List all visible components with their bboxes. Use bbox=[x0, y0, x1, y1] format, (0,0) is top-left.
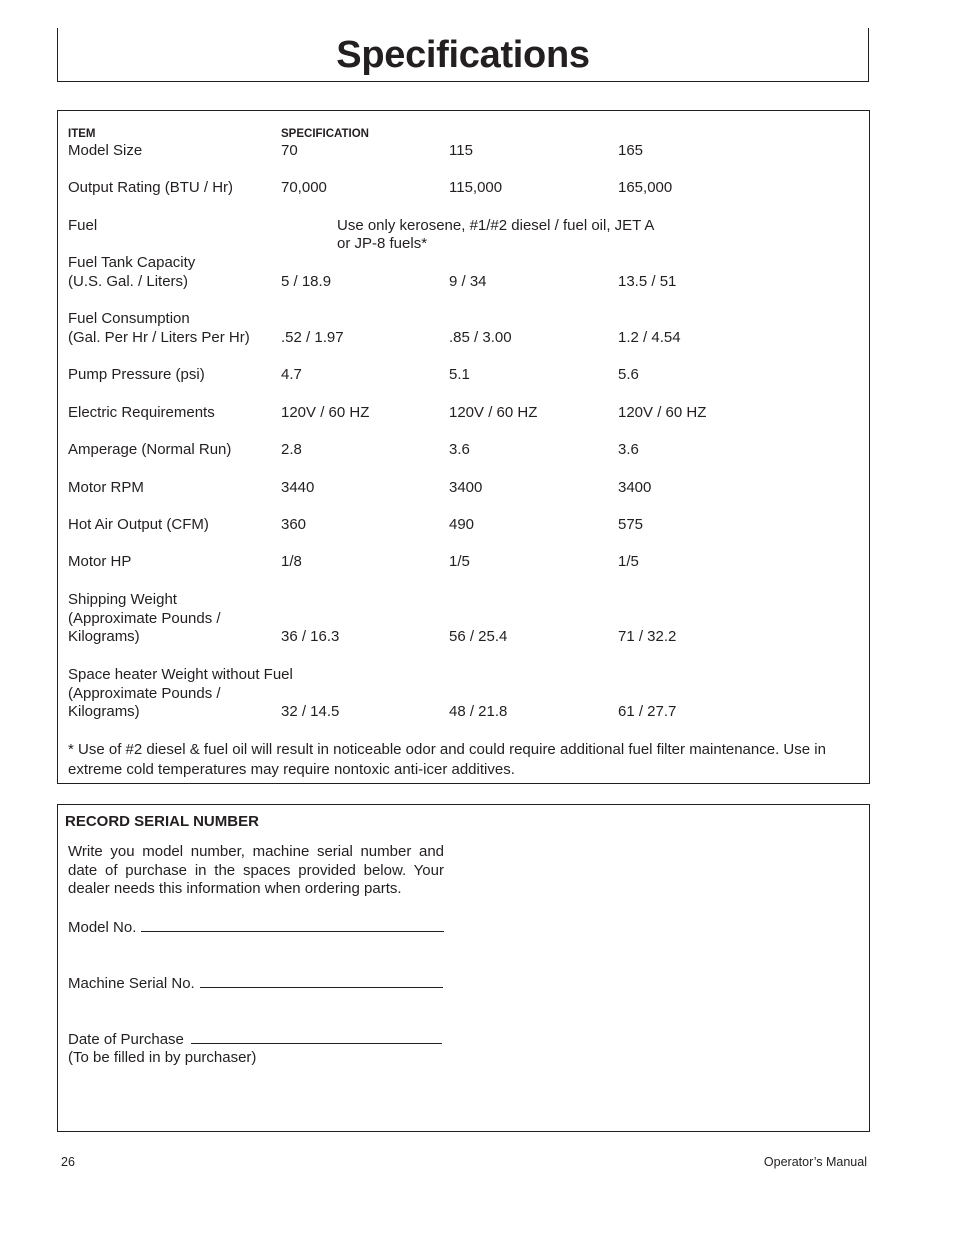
model-number-label: Model No. bbox=[68, 919, 137, 936]
cell-heater-weight-115: 48 / 21.8 bbox=[449, 703, 508, 720]
cell-fuel-tank-165: 13.5 / 51 bbox=[618, 273, 677, 290]
cell-amperage-165: 3.6 bbox=[618, 441, 639, 458]
cell-fuel-consumption-70: .52 / 1.97 bbox=[281, 329, 344, 346]
row-label-fuel-tank-line-1: Fuel Tank Capacity bbox=[68, 254, 196, 271]
date-of-purchase-blank[interactable] bbox=[191, 1029, 442, 1044]
cell-electric-70: 120V / 60 HZ bbox=[281, 404, 370, 421]
date-of-purchase-label: Date of Purchase bbox=[68, 1031, 184, 1048]
cell-hot-air-165: 575 bbox=[618, 516, 644, 533]
cell-fuel-tank-115: 9 / 34 bbox=[449, 273, 487, 290]
header-item: ITEM bbox=[68, 128, 96, 140]
specifications-table bbox=[57, 110, 870, 784]
row-label-heater-weight-line-3: Kilograms) bbox=[68, 703, 140, 720]
cell-model-size-165: 165 bbox=[618, 142, 644, 159]
row-label-model-size: Model Size bbox=[68, 142, 143, 159]
cell-output-rating-70: 70,000 bbox=[281, 179, 327, 196]
spec-footnote: * Use of #2 diesel & fuel oil will result in noticeable odor and could require additional fuel filter maintenance. Use in extreme cold temperatures may require nontoxic anti-icer additives. bbox=[68, 741, 826, 778]
cell-motor-hp-165: 1/5 bbox=[618, 553, 639, 570]
cell-hot-air-115: 490 bbox=[449, 516, 475, 533]
serial-intro-text: Write you model number, machine serial number and date of purchase in the spaces provided below. Your dealer needs this information when ordering parts. bbox=[68, 843, 444, 898]
row-label-hot-air-output: Hot Air Output (CFM) bbox=[68, 516, 209, 533]
row-label-fuel: Fuel bbox=[68, 217, 98, 234]
cell-electric-115: 120V / 60 HZ bbox=[449, 404, 538, 421]
cell-pump-pressure-115: 5.1 bbox=[449, 366, 470, 383]
title-box bbox=[57, 28, 869, 82]
row-label-motor-rpm: Motor RPM bbox=[68, 479, 144, 496]
manual-title: Operator’s Manual bbox=[763, 1155, 867, 1169]
page-number: 26 bbox=[61, 1155, 75, 1169]
row-label-shipping-weight-line-3: Kilograms) bbox=[68, 628, 140, 645]
row-label-fuel-tank-line-2: (U.S. Gal. / Liters) bbox=[68, 273, 189, 290]
date-of-purchase-field[interactable] bbox=[68, 1029, 442, 1048]
cell-motor-hp-115: 1/5 bbox=[449, 553, 470, 570]
cell-amperage-115: 3.6 bbox=[449, 441, 470, 458]
cell-fuel-line-1: Use only kerosene, #1/#2 diesel / fuel oil, JET A bbox=[337, 217, 655, 234]
row-label-heater-weight-line-1: Space heater Weight without Fuel bbox=[68, 666, 293, 683]
machine-serial-field[interactable] bbox=[68, 973, 443, 992]
row-label-motor-hp: Motor HP bbox=[68, 553, 132, 570]
row-label-shipping-weight-line-2: (Approximate Pounds / bbox=[68, 610, 221, 627]
cell-output-rating-115: 115,000 bbox=[449, 179, 503, 196]
row-label-pump-pressure: Pump Pressure (psi) bbox=[68, 366, 205, 383]
cell-motor-rpm-165: 3400 bbox=[618, 479, 652, 496]
cell-electric-165: 120V / 60 HZ bbox=[618, 404, 707, 421]
cell-model-size-70: 70 bbox=[281, 142, 298, 159]
row-label-fuel-consumption-line-2: (Gal. Per Hr / Liters Per Hr) bbox=[68, 329, 250, 346]
cell-pump-pressure-70: 4.7 bbox=[281, 366, 302, 383]
row-label-fuel-consumption-line-1: Fuel Consumption bbox=[68, 310, 190, 327]
cell-fuel-line-2: or JP-8 fuels* bbox=[337, 235, 428, 252]
page-title: Specifications bbox=[336, 34, 590, 76]
serial-section-title: RECORD SERIAL NUMBER bbox=[65, 813, 259, 830]
date-of-purchase-note: (To be filled in by purchaser) bbox=[68, 1049, 257, 1066]
cell-motor-rpm-70: 3440 bbox=[281, 479, 315, 496]
cell-heater-weight-70: 32 / 14.5 bbox=[281, 703, 340, 720]
cell-fuel-consumption-115: .85 / 3.00 bbox=[449, 329, 512, 346]
model-number-blank[interactable] bbox=[141, 917, 444, 932]
cell-output-rating-165: 165,000 bbox=[618, 179, 673, 196]
cell-shipping-weight-165: 71 / 32.2 bbox=[618, 628, 677, 645]
model-number-field[interactable] bbox=[68, 917, 444, 936]
row-label-heater-weight-line-2: (Approximate Pounds / bbox=[68, 685, 221, 702]
cell-motor-hp-70: 1/8 bbox=[281, 553, 302, 570]
row-label-output-rating: Output Rating (BTU / Hr) bbox=[68, 179, 234, 196]
cell-pump-pressure-165: 5.6 bbox=[618, 366, 639, 383]
header-specification: SPECIFICATION bbox=[281, 128, 369, 140]
row-label-shipping-weight-line-1: Shipping Weight bbox=[68, 591, 177, 608]
cell-shipping-weight-115: 56 / 25.4 bbox=[449, 628, 508, 645]
cell-model-size-115: 115 bbox=[449, 142, 473, 159]
row-label-amperage: Amperage (Normal Run) bbox=[68, 441, 232, 458]
cell-heater-weight-165: 61 / 27.7 bbox=[618, 703, 677, 720]
cell-hot-air-70: 360 bbox=[281, 516, 307, 533]
machine-serial-label: Machine Serial No. bbox=[68, 975, 195, 992]
record-serial-number-box bbox=[57, 804, 870, 1132]
cell-fuel-consumption-165: 1.2 / 4.54 bbox=[618, 329, 681, 346]
cell-shipping-weight-70: 36 / 16.3 bbox=[281, 628, 340, 645]
machine-serial-blank[interactable] bbox=[200, 973, 443, 988]
cell-motor-rpm-115: 3400 bbox=[449, 479, 483, 496]
cell-fuel-tank-70: 5 / 18.9 bbox=[281, 273, 332, 290]
row-label-electric-requirements: Electric Requirements bbox=[68, 404, 215, 421]
cell-amperage-70: 2.8 bbox=[281, 441, 302, 458]
